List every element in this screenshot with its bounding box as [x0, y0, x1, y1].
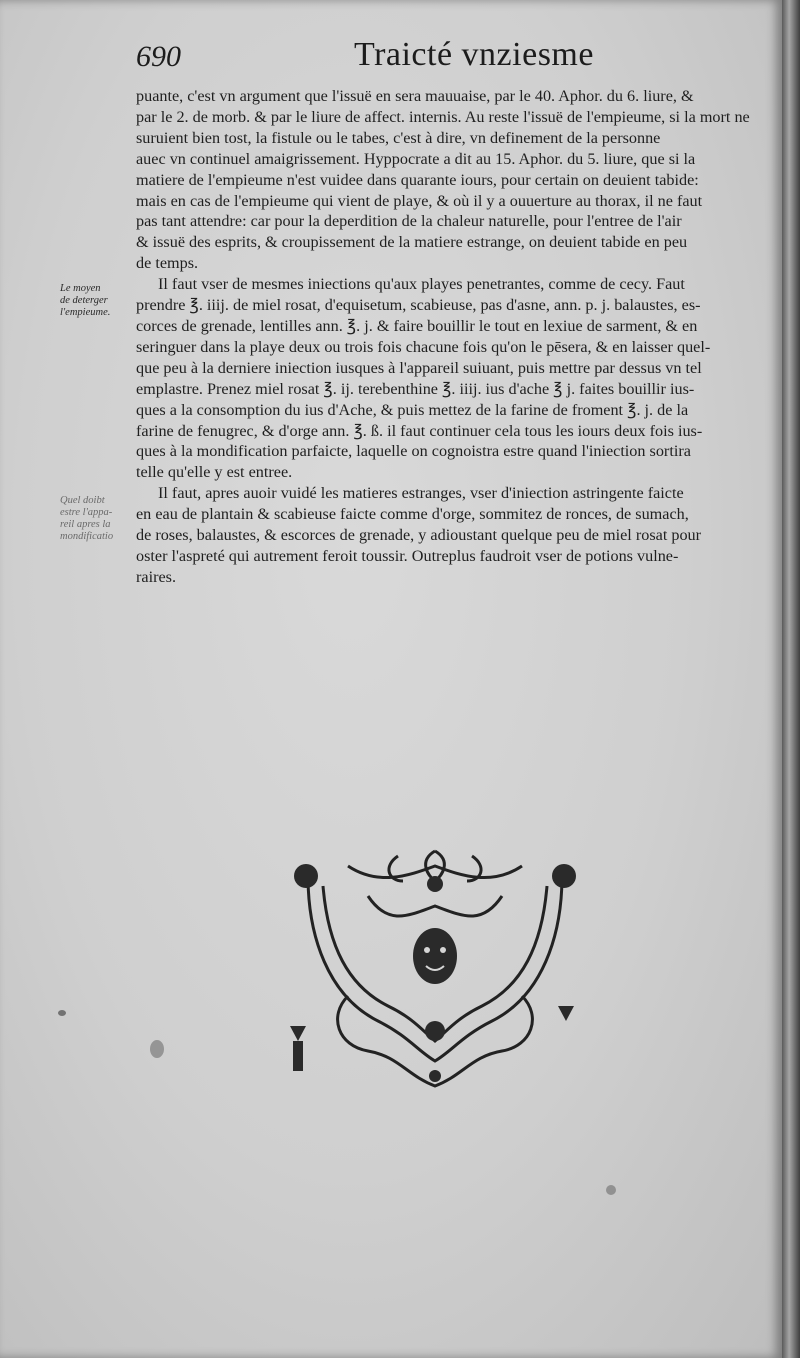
margin-note-2: Quel doibt estre l'appa- reil apres la mondificatio — [60, 495, 114, 542]
text-line: que peu à la derniere iniection iusques à l'appareil suiuant, puis mettre par dessus vn tel — [136, 358, 702, 377]
text-line: oster l'aspreté qui autrement feroit toussir. Outreplus faudroit vser de potions vulne- — [136, 546, 679, 565]
text-line: en eau de plantain & scabieuse faicte comme d'orge, sommitez de ronces, de sumach, — [136, 505, 689, 524]
main-text — [136, 86, 750, 588]
text-line: Il faut vser de mesmes iniections qu'aux playes penetrantes, comme de cecy. Faut — [158, 275, 685, 294]
paragraph-2 — [136, 274, 740, 483]
text-line: pas tant attendre: car pour la deperdition de la chaleur naturelle, pour l'entree de l'air — [136, 212, 682, 231]
text-line: Il faut, apres auoir vuidé les matieres estranges, vser d'iniection astringente faicte — [158, 484, 684, 503]
ink-spot — [606, 1185, 616, 1195]
running-title: Traicté vnziesme — [354, 36, 594, 73]
text-line: ques a la consomption du ius d'Ache, & puis mettez de la farine de froment ℥. j. de la — [136, 400, 689, 419]
ink-spot — [150, 1040, 164, 1058]
text-line: puante, c'est vn argument que l'issuë en sera mauuaise, par le 40. Aphor. du 6. liure, & — [136, 87, 694, 105]
text-line: mais en cas de l'empieume qui vient de playe, & où il y a ouuerture au thorax, il ne faut — [136, 191, 703, 210]
page-number: 690 — [136, 40, 181, 73]
margin-note-1: Le moyen de deterger l'empieume. — [60, 283, 111, 318]
text-line: corces de grenade, lentilles ann. ℥. j. & faire bouillir le tout en lexiue de sarment, & en — [136, 316, 698, 335]
page-header — [136, 34, 736, 82]
text-line: raires. — [136, 567, 176, 586]
paragraph-3 — [136, 483, 740, 588]
ink-spot — [58, 1010, 66, 1016]
text-line: farine de fenugrec, & d'orge ann. ℥. ß. il faut continuer cela tous les iours deux fois ius- — [136, 421, 703, 440]
text-line: & issuë des esprits, & croupissement de la matiere estrange, on deuient tabide en peu — [136, 233, 688, 252]
text-line: matiere de l'empieume n'est vuidee dans quarante iours, pour certain on deuient tabide: — [136, 170, 699, 189]
text-line: prendre ℥. iiij. de miel rosat, d'equisetum, scabieuse, pas d'asne, ann. p. j. balaustes, es- — [136, 296, 701, 315]
text-line: suruient bien tost, la fistule ou le tabes, c'est à dire, vn definement de la personne — [136, 128, 661, 147]
text-line: telle qu'elle y est entree. — [136, 463, 293, 482]
text-line: seringuer dans la playe deux ou trois fois chacune fois qu'on le pēsera, & en laisser quel- — [136, 337, 711, 356]
paragraph-1 — [136, 86, 750, 274]
text-line: par le 2. de morb. & par le liure de affect. internis. Au reste l'issuë de l'empieume, si la mort ne — [136, 107, 750, 126]
page-edge — [782, 0, 800, 1358]
text-line: emplastre. Prenez miel rosat ℥. ij. terebenthine ℥. iiij. ius d'ache ℥ j. faites bouillir ius- — [136, 379, 695, 398]
ornament-cul-de-lampe — [288, 846, 582, 1098]
mascaron-face-icon — [413, 928, 457, 984]
text-line: auec vn continuel amaigrissement. Hyppocrate a dit au 15. Aphor. du 5. liure, que si la — [136, 149, 696, 168]
text-line: de temps. — [136, 254, 199, 273]
text-line: de roses, balaustes, & escorces de grenade, y adioustant quelque peu de miel rosat pour — [136, 526, 702, 545]
text-line: ques à la mondification parfaicte, laquelle on cognoistra estre quand l'iniection sortira — [136, 442, 691, 461]
